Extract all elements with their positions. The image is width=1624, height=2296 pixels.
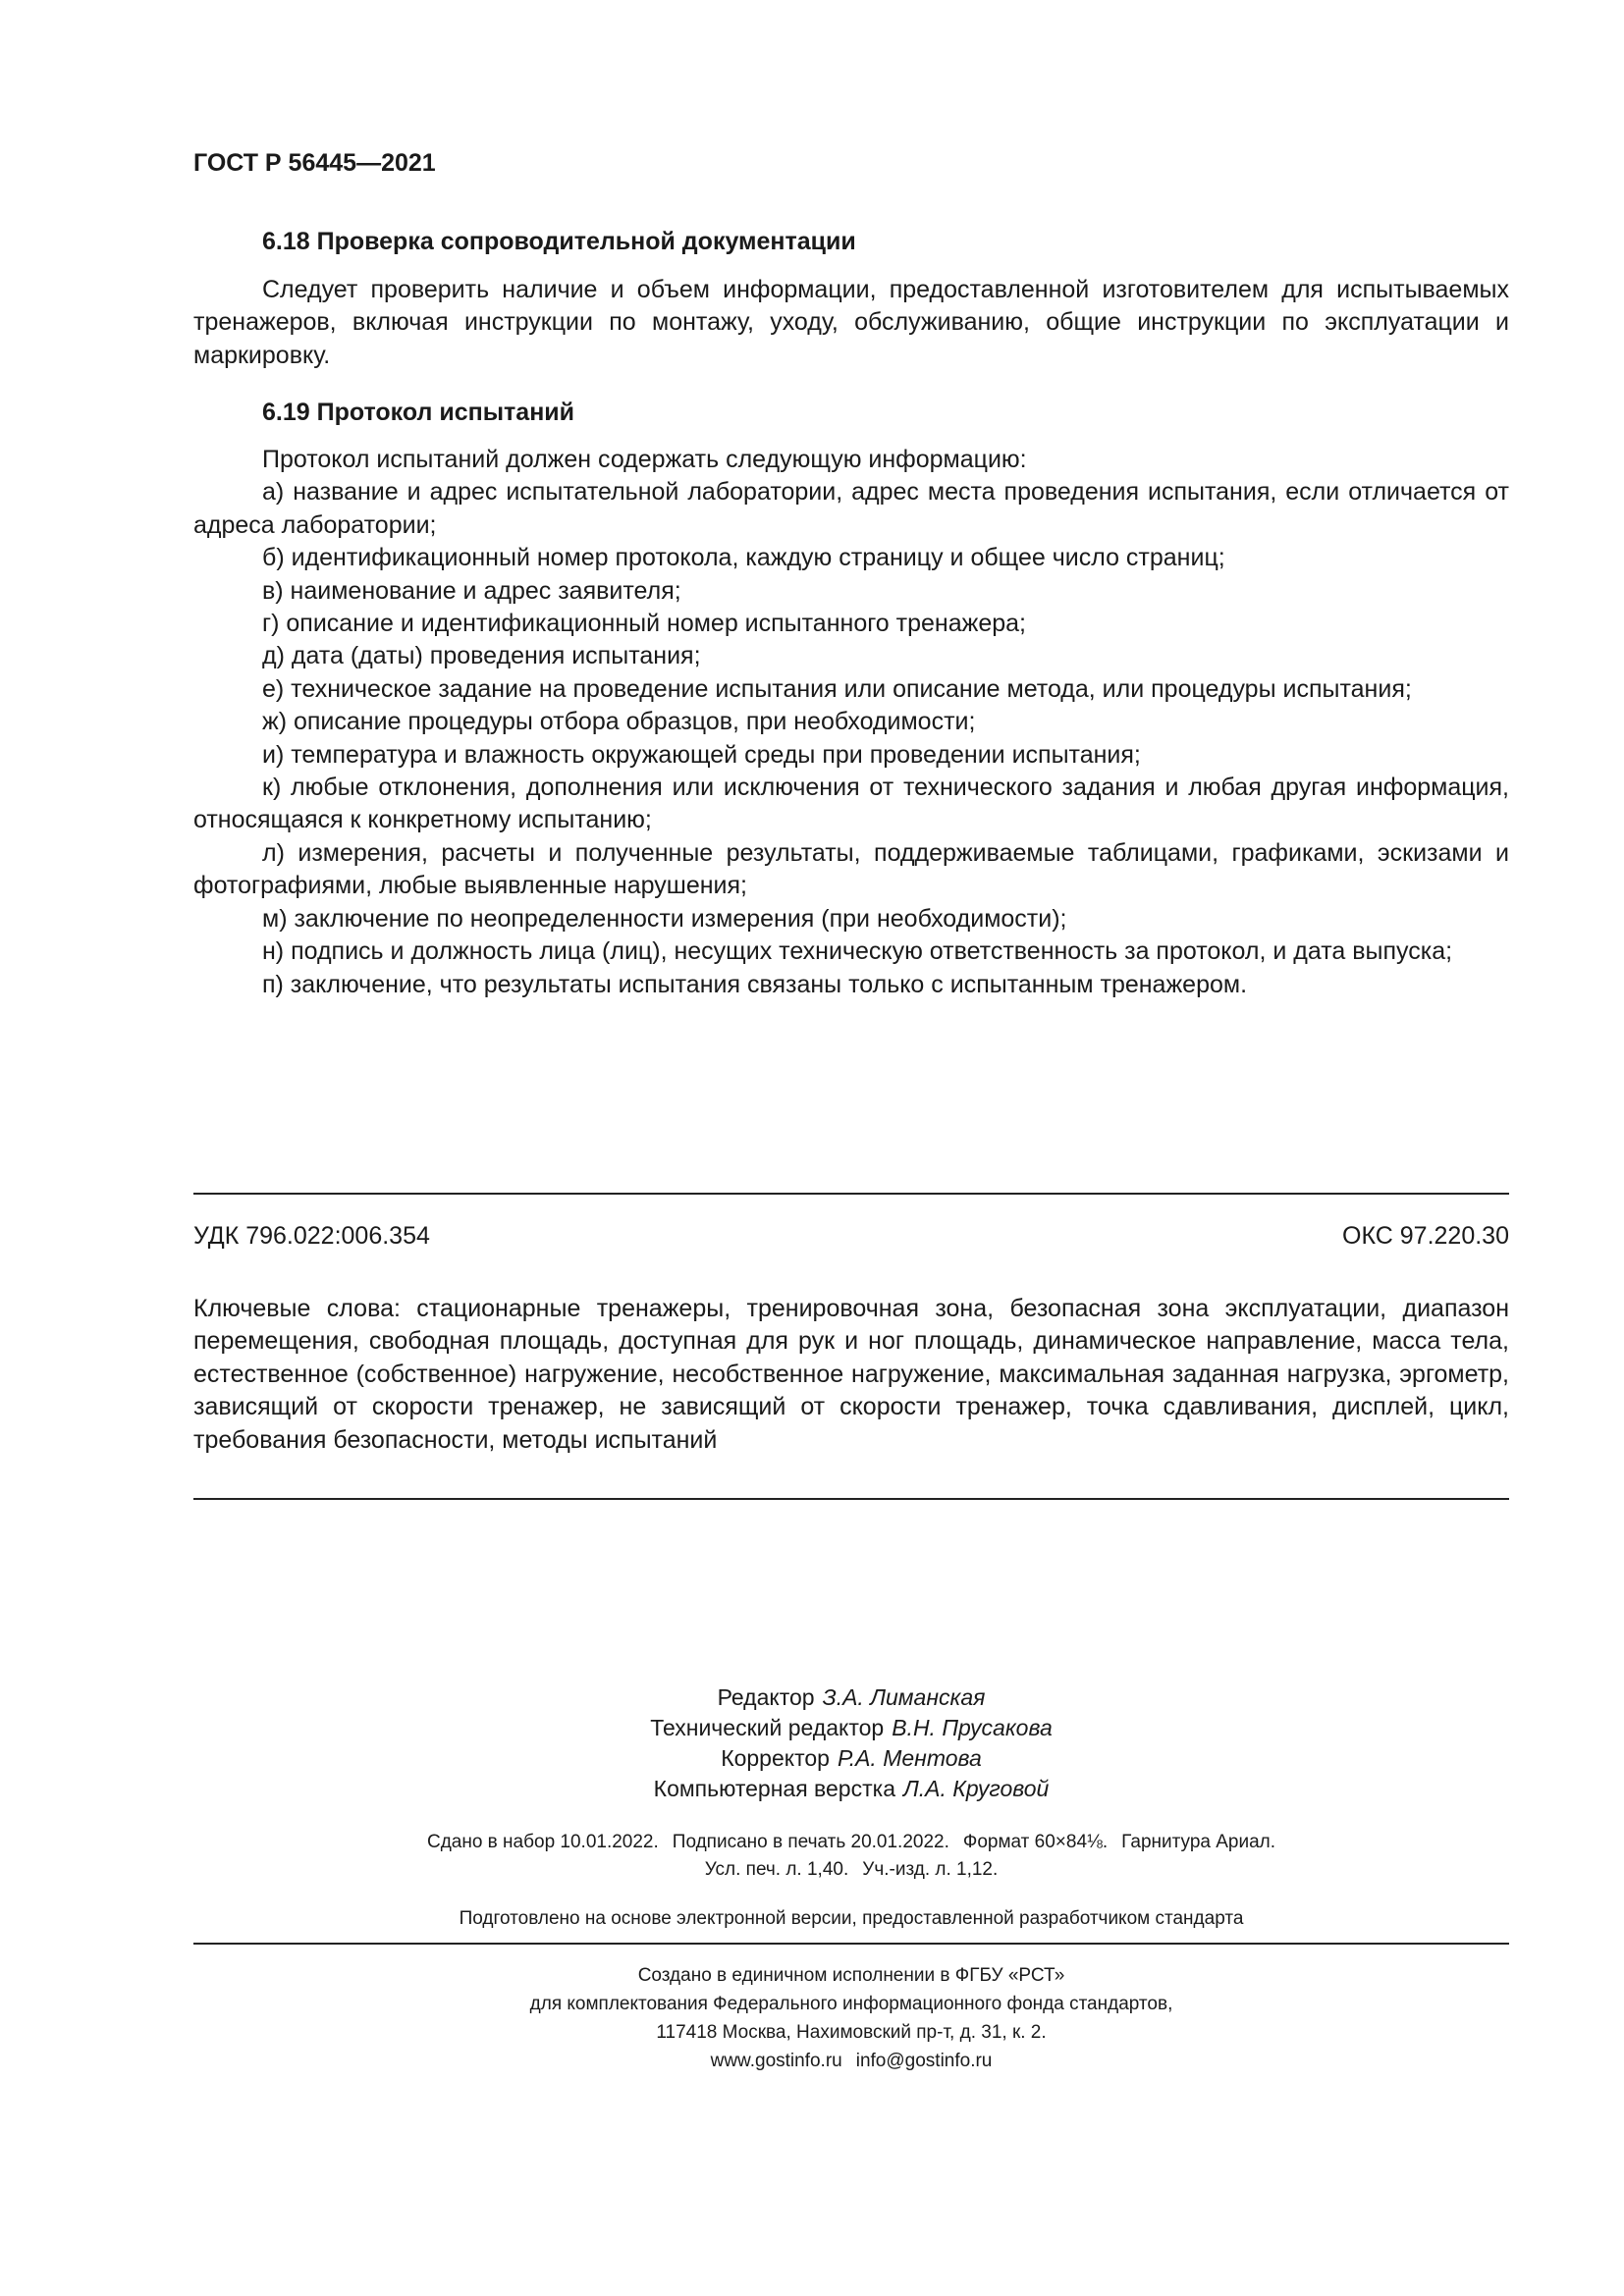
credits-block bbox=[193, 1682, 1509, 1804]
udk-code: УДК 796.022:006.354 bbox=[193, 1222, 430, 1250]
list-item: и) температура и влажность окружающей среды при проведении испытания; bbox=[262, 740, 1141, 769]
document-id: ГОСТ Р 56445—2021 bbox=[193, 149, 436, 177]
divider bbox=[193, 1943, 1509, 1945]
prepared-note: Подготовлено на основе электронной версии, предоставленной разработчиком стандарта bbox=[459, 1908, 1244, 1929]
section-6-18-text: Следует проверить наличие и объем информации, предоставленной изготовителем для испытываемых тренажеров, включая инструкции по монтажу, уходу, обслуживанию, общие инструкции по эксплуатации и маркировку. bbox=[193, 276, 1509, 369]
list-item: н) подпись и должность лица (лиц), несущих техническую ответственность за протокол, и дата выпуска; bbox=[262, 937, 1453, 966]
credit-line: Технический редактор В.Н. Прусакова bbox=[650, 1715, 1053, 1740]
website-link[interactable]: www.gostinfo.ru bbox=[710, 2051, 842, 2071]
print-info: Сдано в набор 10.01.2022. Подписано в печать 20.01.2022. Формат 60×84⅛. Гарнитура Ариал. Усл. печ. л. 1,40. Уч.-изд. л. 1,12. bbox=[426, 1832, 1276, 1880]
divider bbox=[193, 1498, 1509, 1500]
publisher-info: Создано в единичном исполнении в ФГБУ «РСТ» для комплектования Федерального информационного фонда стандартов, 117418 Москва, Нахимовский пр-т, д. 31, к. 2. www.gostinfo.ru info@gostinfo.ru bbox=[529, 1965, 1173, 2071]
keywords: Ключевые слова: стационарные тренажеры, тренировочная зона, безопасная зона эксплуатации, диапазон перемещения, свободная площадь, доступная для рук и ног площадь, динамическое направление, масса тела, естественное (собственное) нагружение, несобственное нагружение, максимальная заданная нагрузка, эргометр, зависящий от скорости тренажер, не зависящий от скорости тренажер, точка сдавливания, дисплей, цикл, требования безопасности, методы испытаний bbox=[193, 1295, 1509, 1454]
email-link[interactable]: info@gostinfo.ru bbox=[855, 2051, 993, 2071]
credit-line: Корректор Р.А. Ментова bbox=[721, 1745, 982, 1771]
list-item: г) описание и идентификационный номер испытанного тренажера; bbox=[262, 610, 1026, 638]
section-6-19-title: 6.19 Протокол испытаний bbox=[262, 399, 575, 426]
list-item: к) любые отклонения, дополнения или исключения от технического задания и любая другая информация, относящаяся к конкретному испытанию; bbox=[193, 774, 1509, 834]
divider bbox=[193, 1193, 1509, 1195]
list-item: Протокол испытаний должен содержать следующую информацию: bbox=[262, 446, 1027, 473]
list-item: м) заключение по неопределенности измерения (при необходимости); bbox=[262, 904, 1067, 933]
list-item: ж) описание процедуры отбора образцов, при необходимости; bbox=[262, 708, 976, 736]
credit-line: Компьютерная верстка Л.А. Круговой bbox=[653, 1776, 1050, 1801]
oks-code: ОКС 97.220.30 bbox=[1342, 1222, 1509, 1250]
list-item: л) измерения, расчеты и полученные результаты, поддерживаемые таблицами, графиками, эскизами и фотографиями, любые выявленные нарушения; bbox=[193, 838, 1509, 900]
protocol-requirements-list bbox=[193, 444, 1509, 1001]
section-6-18-title: 6.18 Проверка сопроводительной документации bbox=[262, 228, 856, 255]
credit-line: Редактор З.А. Лиманская bbox=[717, 1684, 986, 1710]
list-item: д) дата (даты) проведения испытания; bbox=[262, 642, 701, 670]
list-item: а) название и адрес испытательной лаборатории, адрес места проведения испытания, если отличается от адреса лаборатории; bbox=[193, 478, 1509, 539]
list-item: б) идентификационный номер протокола, каждую страницу и общее число страниц; bbox=[262, 544, 1225, 572]
list-item: п) заключение, что результаты испытания связаны только с испытанным тренажером. bbox=[262, 970, 1248, 998]
list-item: е) техническое задание на проведение испытания или описание метода, или процедуры испытания; bbox=[262, 674, 1412, 703]
list-item: в) наименование и адрес заявителя; bbox=[262, 576, 681, 605]
